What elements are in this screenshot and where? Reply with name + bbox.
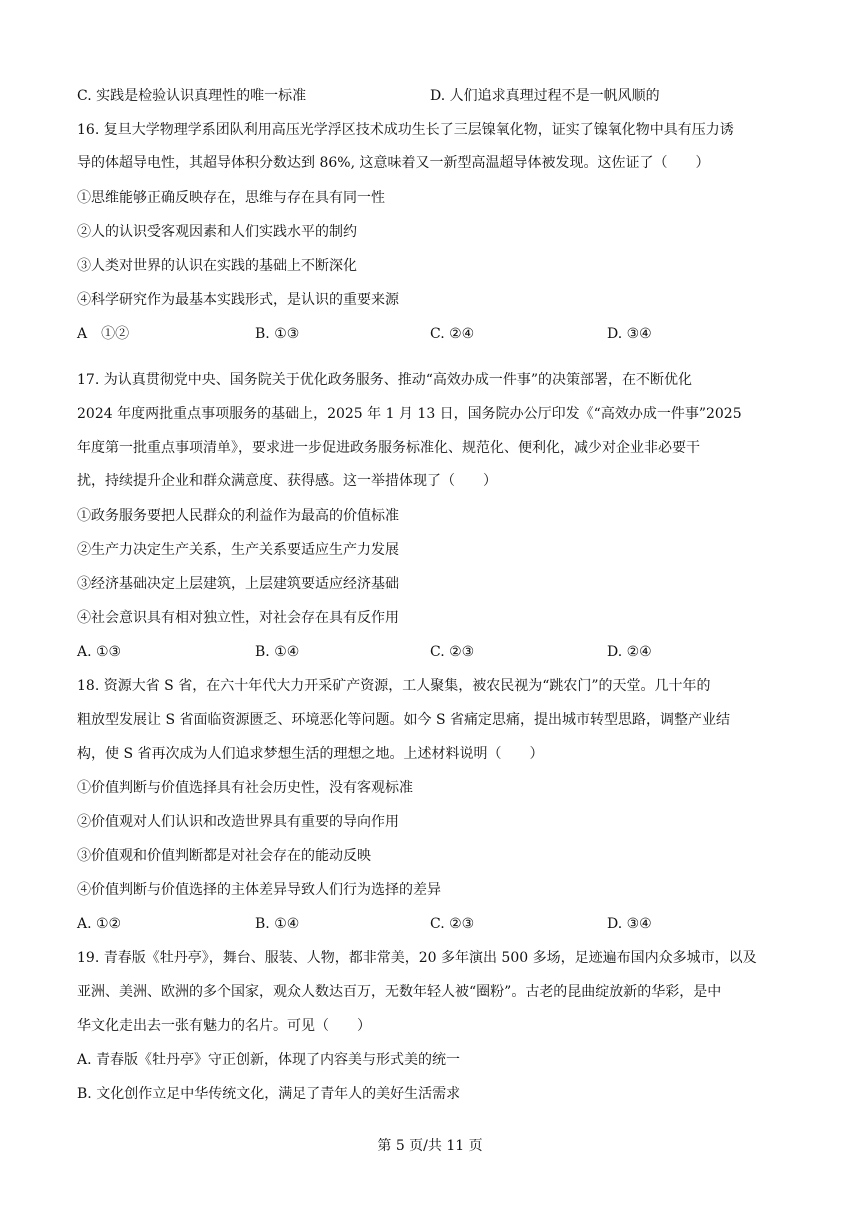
q18-item-2: ②价值观对人们认识和改造世界具有重要的导向作用 [77,814,399,830]
q18-option-b: B. ①④ [255,916,300,932]
q19-stem-line-3: 华文化走出去一张有魅力的名片。可见（ ） [77,1018,371,1034]
q17-item-1: ①政务服务要把人民群众的利益作为最高的价值标准 [77,508,399,524]
q17-option-c: C. ②③ [430,644,475,660]
q17-item-2: ②生产力决定生产关系，生产关系要适应生产力发展 [77,542,399,558]
q17-stem-line-3: 年度第一批重点事项清单》，要求进一步促进政务服务标准化、规范化、便利化，减少对企业非必要干 [77,440,700,456]
q16-option-d: D. ③④ [607,326,652,342]
q17-item-4: ④社会意识具有相对独立性，对社会存在具有反作用 [77,610,399,626]
q18-item-4: ④价值判断与价值选择的主体差异导致人们行为选择的差异 [77,882,441,898]
q17-stem-line-4: 扰，持续提升企业和群众满意度、获得感。这一举措体现了（ ） [77,473,497,489]
q18-stem-line-1: 18. 资源大省 S 省，在六十年代大力开采矿产资源，工人聚集，被农民视为“跳农门”的天堂。几十年的 [77,678,711,694]
q15-option-c: C. 实践是检验认识真理性的唯一标准 [77,88,307,104]
q17-option-a: A. ①③ [77,644,122,660]
q16-option-c: C. ②④ [430,326,475,342]
q16-item-2: ②人的认识受客观因素和人们实践水平的制约 [77,224,357,240]
q19-stem-line-2: 亚洲、美洲、欧洲的多个国家，观众人数达百万，无数年轻人被“圈粉”。古老的昆曲绽放新的华彩，是中 [77,984,722,1000]
q18-item-1: ①价值判断与价值选择具有社会历史性，没有客观标准 [77,780,413,796]
q15-option-d: D. 人们追求真理过程不是一帆风顺的 [430,88,660,104]
q18-stem-line-2: 粗放型发展让 S 省面临资源匮乏、环境恶化等问题。如今 S 省痛定思痛，提出城市转型思路，调整产业结 [77,712,730,728]
q19-option-a: A. 青春版《牡丹亭》守正创新，体现了内容美与形式美的统一 [77,1052,461,1068]
q18-stem-line-3: 构，使 S 省再次成为人们追求梦想生活的理想之地。上述材料说明（ ） [77,746,544,762]
q16-item-4: ④科学研究作为最基本实践形式，是认识的重要来源 [77,292,399,308]
q18-option-d: D. ③④ [607,916,652,932]
q16-option-a: A ①② [77,326,130,342]
q16-option-b: B. ①③ [255,326,300,342]
q16-stem-line-1: 16. 复旦大学物理学系团队利用高压光学浮区技术成功生长了三层镍氧化物，证实了镍氧化物中具有压力诱 [77,122,734,138]
q16-item-3: ③人类对世界的认识在实践的基础上不断深化 [77,258,357,274]
q16-stem-line-2: 导的体超导电性，其超导体积分数达到 86%, 这意味着又一新型高温超导体被发现。这佐证了（ ） [77,155,710,171]
q18-item-3: ③价值观和价值判断都是对社会存在的能动反映 [77,848,371,864]
q17-stem-line-2: 2024 年度两批重点事项服务的基础上，2025 年 1 月 13 日，国务院办公厅印发《“高效办成一件事”2025 [77,406,742,422]
q17-stem-line-1: 17. 为认真贯彻党中央、国务院关于优化政务服务、推动“高效办成一件事”的决策部署，在不断优化 [77,372,693,388]
q17-option-d: D. ②④ [607,644,652,660]
q17-option-b: B. ①④ [255,644,300,660]
q17-item-3: ③经济基础决定上层建筑，上层建筑要适应经济基础 [77,576,399,592]
q16-item-1: ①思维能够正确反映存在，思维与存在具有同一性 [77,190,385,206]
page-number-footer: 第 5 页/共 11 页 [377,1138,483,1154]
q18-option-c: C. ②③ [430,916,475,932]
q18-option-a: A. ①② [77,916,122,932]
q19-stem-line-1: 19. 青春版《牡丹亭》，舞台、服装、人物，都非常美，20 多年演出 500 多场，足迹遍布国内众多城市，以及 [77,950,757,966]
q19-option-b: B. 文化创作立足中华传统文化，满足了青年人的美好生活需求 [77,1086,461,1102]
